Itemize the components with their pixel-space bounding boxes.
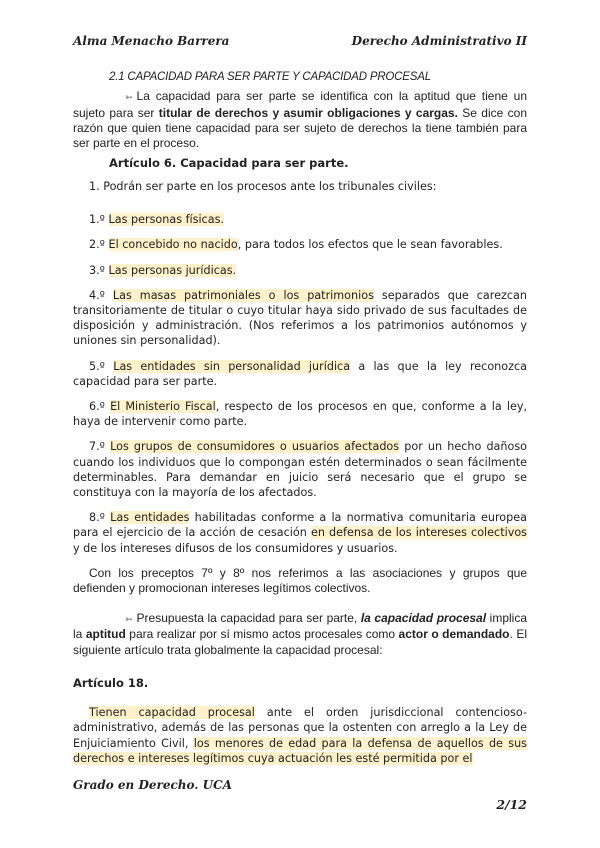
note-paragraph: Con los preceptos 7º y 8º nos referimos a las asociaciones y grupos que defienden y promocionan intereses legítimos colectivos. [73,565,527,596]
list-item: 5.º Las entidades sin personalidad jurídica a las que la ley reconozca capacidad para ser parte. [73,359,527,388]
article-6-lead: 1. Podrán ser parte en los procesos ante los tribunales civiles: [89,180,437,194]
page-body [73,70,527,766]
intro-paragraph: ➳ La capacidad para ser parte se identifica con la aptitud que tiene un sujeto para ser titular de derechos y asumir obligaciones y cargas. Se dice con razón que quien tiene capacidad para ser sujeto de derechos la tiene también para ser parte en el proceso. [73,89,528,151]
article-18-text: Tienen capacidad procesal ante el orden jurisdiccional contencioso-administrativo, además de las personas que la ostenten con arreglo a la Ley de Enjuiciamiento Civil, los menores de edad para la defensa de aquellos de sus derechos e intereses legítimos cuya actuación les esté permitida por el [73,706,528,765]
list-item: 1.º Las personas físicas. [89,213,224,227]
procesal-paragraph: ➳ Presupuesta la capacidad para ser parte, la capacidad procesal implica la aptitud para realizar por sí mismo actos procesales como actor o demandado. El siguiente artículo trata globalmente la capacidad procesal: [73,610,528,657]
section-title: 2.1 CAPACIDAD PARA SER PARTE Y CAPACIDAD PROCESAL [109,71,431,83]
arrow-bullet-icon: ➳ [125,92,133,103]
list-item: 8.º Las entidades habilitadas conforme a la normativa comunitaria europea para el ejercicio de la acción de cesación en defensa de los intereses colectivos y de los intereses difusos de los consumidores y usuarios. [73,511,527,555]
list-item: 3.º Las personas jurídicas. [89,263,237,277]
article-18-heading: Artículo 18. [73,675,149,690]
footer-label: Grado en Derecho. UCA [73,778,232,792]
header-subject: Derecho Administrativo II [351,34,527,48]
list-item: 6.º El Ministerio Fiscal, respecto de los procesos en que, conforme a la ley, haya de intervenir como parte. [73,400,527,429]
page-number: 2/12 [496,797,527,812]
list-item: 7.º Los grupos de consumidores o usuarios afectados por un hecho dañoso cuando los individuos que lo compongan estén determinados o sean fácilmente determinables. Para demandar en juicio será necesario que el grupo se constituya con la mayoría de los afectados. [73,440,528,500]
list-item: 2.º El concebido no nacido, para todos los efectos que le sean favorables. [89,238,503,252]
arrow-bullet-icon: ➳ [125,613,133,624]
list-item: 4.º Las masas patrimoniales o los patrimonios separados que carezcan transitoriamente de titular o cuyo titular haya sido privado de sus facultades de disposición y administración. (Nos referimos a los patrimonios autónomos y uniones sin personalidad). [73,288,527,348]
article-6-heading: Artículo 6. Capacidad para ser parte. [109,155,349,170]
header-author: Alma Menacho Barrera [73,34,230,48]
